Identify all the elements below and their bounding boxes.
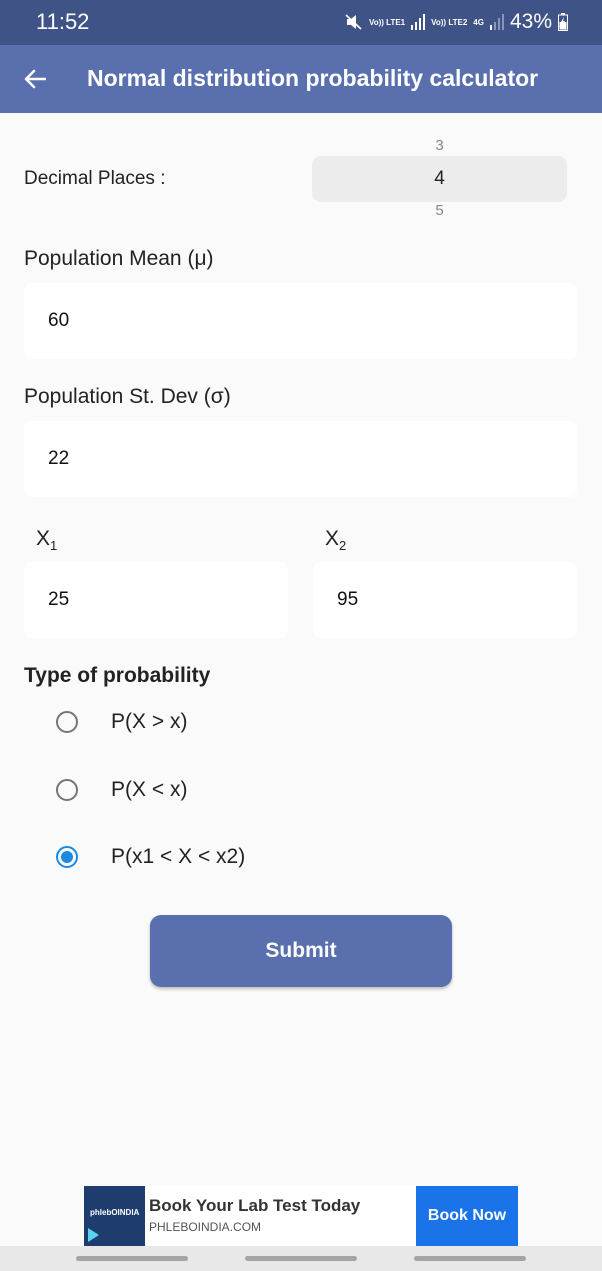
ad-banner[interactable] [84,1186,518,1246]
page-title: Normal distribution probability calculator [87,65,539,91]
signal-bars-weak-icon [490,14,504,30]
mean-field[interactable] [24,283,577,359]
radio-label: P(x1 < X < x2) [111,845,246,868]
sim1-tag: Vo)) LTE1 [368,17,406,27]
stdev-input[interactable] [24,421,577,497]
nav-back-handle[interactable] [414,1256,526,1261]
x2-input[interactable] [313,562,577,638]
x1-input[interactable] [24,562,288,638]
radio-option-less[interactable] [56,770,187,810]
play-icon [88,1228,99,1242]
submit-button[interactable]: Submit [150,915,452,987]
nav-recents-handle[interactable] [76,1256,188,1261]
radio-button[interactable] [56,779,78,801]
ad-logo [84,1186,145,1246]
status-time: 11:52 [36,9,90,34]
x1-label: $X_1$ [36,527,58,554]
battery-charging-icon [558,13,568,31]
x1-field[interactable] [24,562,288,638]
radio-option-greater[interactable] [56,702,187,742]
picker-selected-value[interactable]: 4 [312,156,567,202]
mean-input[interactable] [24,283,577,359]
radio-button[interactable] [56,711,78,733]
mute-icon [345,14,363,30]
ad-logo-text: phlebOINDIA [90,1208,140,1217]
radio-label: P(X > x) [111,710,188,733]
radio-button-selected[interactable] [56,846,78,868]
picker-next-value[interactable]: 5 [435,202,444,219]
system-nav-bar [0,1246,602,1271]
signal-bars-icon [411,14,425,30]
app-bar [0,45,602,113]
radio-label: P(X < x) [111,778,188,801]
back-button[interactable] [18,62,52,96]
ad-domain: PHLEBOINDIA.COM [149,1220,262,1234]
stdev-field[interactable] [24,421,577,497]
decimal-places-label: Decimal Places : [24,168,166,189]
status-bar [0,0,602,45]
radio-option-between[interactable] [56,837,245,877]
x2-label: $X_2$ [325,527,347,554]
ad-book-now-button[interactable]: Book Now [416,1186,518,1246]
x2-field[interactable] [313,562,577,638]
network-tag: 4G [473,17,484,27]
stdev-label: Population St. Dev (σ) [24,385,231,408]
battery-level: 43% [509,10,552,33]
probability-type-title: Type of probability [24,664,211,687]
decimal-places-picker[interactable] [312,137,567,225]
ad-headline[interactable]: Book Your Lab Test Today [149,1196,361,1215]
arrow-left-icon [24,69,46,89]
mean-label: Population Mean (μ) [24,247,214,270]
nav-home-handle[interactable] [245,1256,357,1261]
picker-prev-value[interactable]: 3 [435,137,444,154]
status-icons [345,10,568,34]
sim2-tag: Vo)) LTE2 [431,17,468,27]
